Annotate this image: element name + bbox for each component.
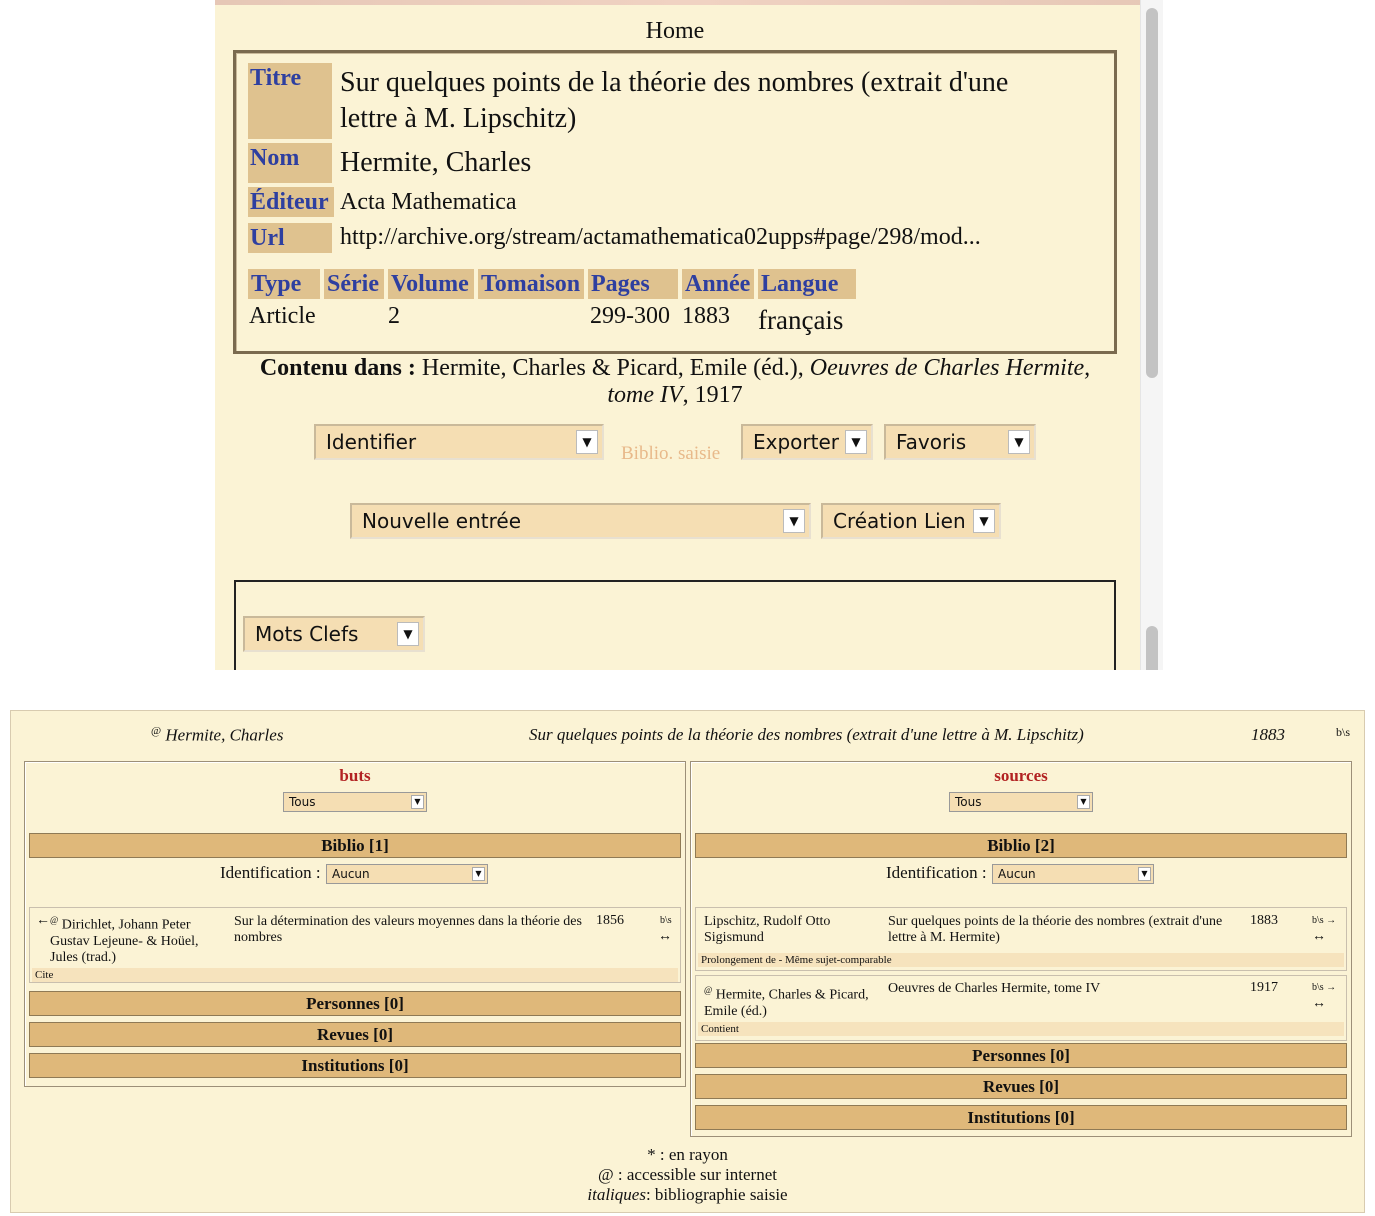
entry-year: 1856 [596, 913, 624, 928]
contenu-authors: Hermite, Charles & Picard, Emile (éd.), [415, 355, 810, 381]
chevron-down-icon: ▼ [845, 430, 867, 454]
sources-biblio-section[interactable]: Biblio [2] [695, 833, 1347, 858]
entry-author[interactable] [704, 982, 869, 1020]
sources-ident-value: Aucun [998, 867, 1036, 881]
header-year: 1883 [1251, 725, 1285, 744]
header-bs-link[interactable]: b\s [1336, 725, 1351, 739]
sources-filter-select[interactable] [949, 792, 1093, 812]
internet-at-icon: @ [704, 985, 713, 995]
entry-title[interactable]: Oeuvres de Charles Hermite, tome IV [888, 981, 1101, 996]
titre-line2: lettre à M. Lipschitz) [340, 103, 577, 134]
buts-ident-value: Aucun [332, 867, 370, 881]
mots-clefs-select[interactable] [243, 616, 425, 652]
titre-line1: Sur quelques points de la théorie des nombres (extrait d'une [340, 67, 1009, 98]
sources-institutions-section[interactable]: Institutions [0] [695, 1105, 1347, 1130]
nom-value: Hermite, Charles [340, 147, 532, 178]
col-pages: Pages [588, 269, 678, 299]
buts-ident-label: Identification : [220, 863, 321, 882]
legend-italic [11, 1185, 1364, 1205]
links-panel [10, 710, 1365, 1213]
entry-title[interactable] [234, 914, 582, 946]
buts-filter-select[interactable] [283, 792, 427, 812]
entry-author-l2: Gustav Lejeune- & Hoüel, [50, 933, 199, 949]
biblio-saisie-hint: Biblio. saisie [621, 443, 721, 464]
contenu-label: Contenu dans : [259, 355, 416, 381]
creation-lien-select[interactable] [821, 503, 1001, 539]
list-item [695, 907, 1347, 971]
link-arrows-icon[interactable]: ↔ [1312, 996, 1326, 1011]
mots-clefs-value: Mots Clefs [255, 622, 359, 646]
entry-bs-link[interactable]: b\s [660, 915, 672, 926]
legend-italic-label: italiques [587, 1185, 646, 1204]
entry-relation: Prolongement de - Même sujet-comparable [698, 953, 1344, 967]
entry-author[interactable] [704, 914, 830, 946]
val-volume: 2 [388, 303, 400, 329]
arrow-left-icon[interactable]: ← [36, 913, 50, 928]
scrollbar-thumb[interactable] [1146, 8, 1158, 378]
val-pages: 299-300 [590, 303, 670, 329]
buts-title: buts [339, 766, 371, 785]
entry-title-l2: nombres [234, 930, 283, 945]
col-serie: Série [324, 269, 384, 299]
buts-filter-value: Tous [289, 795, 316, 809]
chevron-down-icon: ▼ [411, 795, 424, 809]
col-type: Type [248, 269, 320, 299]
list-item [29, 907, 681, 983]
buts-biblio-section[interactable]: Biblio [1] [29, 833, 681, 858]
buts-revues-section[interactable]: Revues [0] [29, 1022, 681, 1047]
entry-author-l2: Emile (éd.) [704, 1003, 767, 1019]
entry-author-l1: Dirichlet, Johann Peter [61, 917, 191, 933]
entry-year: 1883 [1250, 913, 1278, 928]
nouvelle-entree-select[interactable] [350, 503, 811, 539]
legend-at: @ : accessible sur internet [598, 1165, 777, 1184]
chevron-down-icon: ▼ [397, 622, 419, 646]
sources-filter-value: Tous [955, 795, 982, 809]
chevron-down-icon: ▼ [973, 509, 995, 533]
sources-ident-select[interactable] [992, 864, 1154, 884]
entry-year: 1917 [1250, 980, 1278, 995]
home-link[interactable]: Home [645, 18, 705, 44]
buts-institutions-section[interactable]: Institutions [0] [29, 1053, 681, 1078]
val-annee: 1883 [682, 303, 730, 329]
link-arrows-icon[interactable]: ↔ [658, 929, 672, 944]
favoris-select-value: Favoris [896, 430, 967, 454]
scrollbar-thumb-lower[interactable] [1146, 626, 1158, 670]
sources-personnes-section[interactable]: Personnes [0] [695, 1043, 1347, 1068]
col-annee: Année [682, 269, 754, 299]
col-volume: Volume [388, 269, 474, 299]
exporter-select[interactable] [741, 424, 873, 460]
sources-title: sources [994, 766, 1048, 785]
titre-label: Titre [248, 63, 332, 139]
header-author[interactable] [151, 725, 283, 746]
record-box [233, 50, 1117, 354]
nouvelle-entree-value: Nouvelle entrée [362, 509, 522, 533]
header-title[interactable]: Sur quelques points de la théorie des nombres (extrait d'une lettre à M. Lipschitz) [529, 725, 1084, 744]
header-author-name: Hermite, Charles [165, 725, 284, 745]
list-item [695, 975, 1347, 1041]
entry-title[interactable] [888, 914, 1222, 946]
nom-label: Nom [248, 143, 332, 183]
creation-lien-value: Création Lien [833, 509, 966, 533]
entry-relation: Contient [698, 1022, 1344, 1036]
contenu-year: , 1917 [682, 382, 743, 408]
entry-author-l1: Hermite, Charles & Picard, [715, 987, 869, 1003]
identifier-select-value: Identifier [326, 430, 417, 454]
record-panel [215, 0, 1163, 670]
contenu-title-line1[interactable]: Oeuvres de Charles Hermite, [809, 355, 1091, 381]
chevron-down-icon: ▼ [1008, 430, 1030, 454]
sources-ident-label: Identification : [886, 863, 987, 882]
favoris-select[interactable] [884, 424, 1036, 460]
exporter-select-value: Exporter [753, 430, 839, 454]
chevron-down-icon: ▼ [1077, 795, 1090, 809]
col-langue: Langue [758, 269, 856, 299]
entry-title-l1: Sur quelques points de la théorie des nombres (extrait d'une [888, 914, 1223, 929]
val-type: Article [249, 303, 316, 329]
legend-star: * : en rayon [647, 1145, 728, 1164]
buts-ident-select[interactable] [326, 864, 488, 884]
sources-revues-section[interactable]: Revues [0] [695, 1074, 1347, 1099]
link-arrows-icon[interactable]: ↔ [1312, 929, 1326, 944]
contenu-dans [215, 355, 1135, 409]
url-value[interactable]: http://archive.org/stream/actamathematica02upps#page/298/mod... [340, 224, 981, 250]
editeur-value: Acta Mathematica [340, 189, 517, 215]
top-border [215, 0, 1163, 5]
chevron-down-icon: ▼ [1138, 867, 1151, 881]
legend-italic-rest: : bibliographie saisie [645, 1185, 788, 1204]
contenu-title-line2[interactable]: tome IV [607, 382, 683, 408]
val-langue: français [758, 305, 844, 335]
entry-relation: Cite [32, 968, 678, 982]
entry-title-l1: Sur la détermination des valeurs moyennes dans la théorie des [234, 914, 582, 929]
entry-author-l1: Lipschitz, Rudolf Otto [704, 914, 831, 929]
col-tomaison: Tomaison [478, 269, 584, 299]
entry-bs-link[interactable]: b\s → [1312, 982, 1337, 993]
internet-at-icon: @ [50, 915, 59, 925]
buts-column [24, 761, 686, 1087]
chevron-down-icon: ▼ [576, 430, 598, 454]
sources-column [690, 761, 1352, 1137]
internet-at-icon: @ [151, 725, 162, 737]
mots-clefs-box [234, 580, 1116, 670]
scrollbar[interactable] [1140, 0, 1163, 670]
chevron-down-icon: ▼ [783, 509, 805, 533]
editeur-label: Éditeur [248, 187, 334, 217]
chevron-down-icon: ▼ [472, 867, 485, 881]
entry-title-l2: lettre à M. Hermite) [888, 930, 1000, 945]
entry-bs-link[interactable]: b\s → [1312, 915, 1337, 926]
entry-author-l3: Jules (trad.) [50, 949, 117, 965]
entry-author[interactable] [50, 912, 199, 966]
identifier-select[interactable] [314, 424, 604, 460]
entry-author-l2: Sigismund [704, 930, 764, 945]
buts-personnes-section[interactable]: Personnes [0] [29, 991, 681, 1016]
url-label: Url [248, 223, 332, 253]
